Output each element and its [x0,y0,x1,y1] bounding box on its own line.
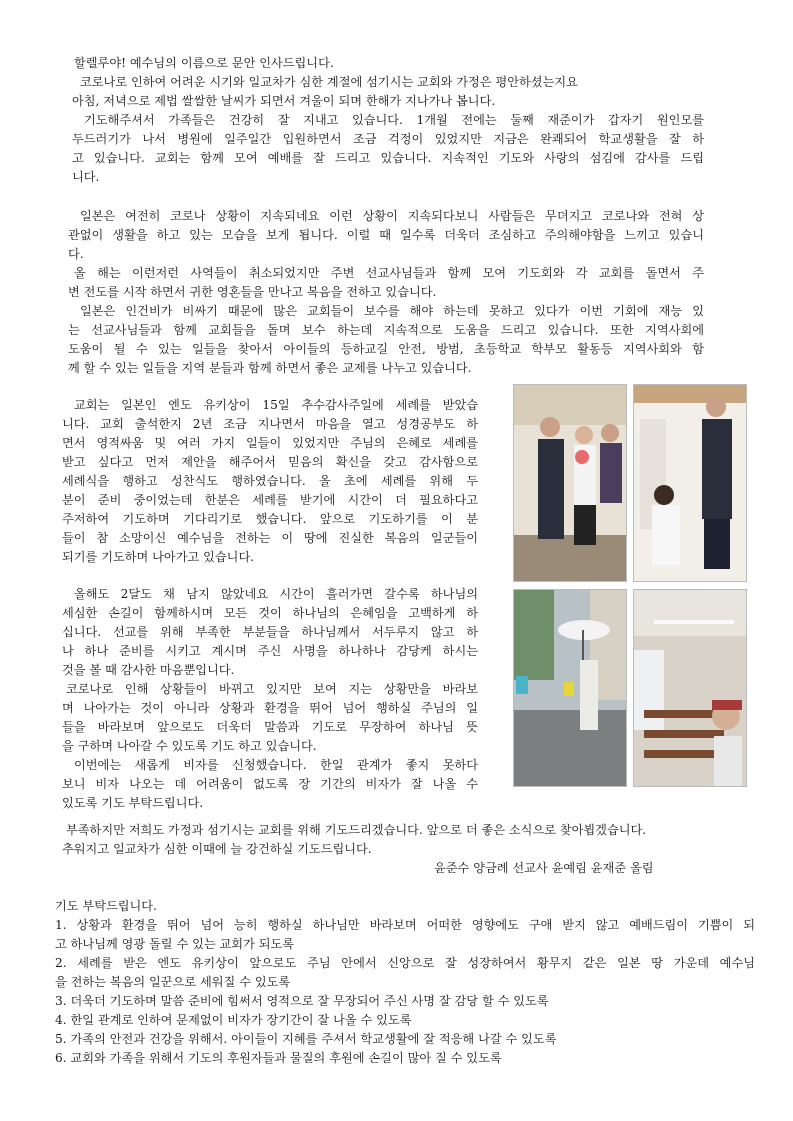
japan-line: 다. [68,247,84,261]
photo-baptism-ceremony [633,384,747,582]
japan-line: 는 선교사님들과 함께 교회들을 돌며 보수 하는데 지속적으로 도움을 드리고 있습니다. 또한 지역사회에 [68,323,704,337]
baptism-line: 면서 영적싸움 및 여러 가지 일들이 있었지만 주님의 은혜로 세례를 [62,436,478,450]
intro-line: 코로나로 인하여 어려운 시기와 일교차가 심한 계절에 섬기시는 교회와 가정은 평안하셨는지요 [80,75,578,89]
intro-line: 고 있습니다. 교회는 함께 모여 예배를 잘 드리고 있습니다. 지속적인 기도와 사랑의 섬김에 감사를 드립 [72,151,704,165]
year-line: 올해도 2달도 채 남지 않았네요 시간이 흘러가면 갈수록 하나님의 [74,587,478,601]
japan-line: 일본은 인건비가 비싸기 때문에 많은 교회들이 보수를 해야 하는데 못하고 있다가 이번 기회에 재능 있 [80,304,704,318]
signature: 윤준수 양금례 선교사 윤예림 윤재준 올림 [434,861,654,875]
intro-line: 기도해주셔서 가족들은 건강히 잘 지내고 있습니다. 1개월 전에는 둘째 재준이가 갑자기 원인모를 [84,113,704,127]
closing-line: 추워지고 일교차가 심한 이때에 늘 강건하실 기도드립니다. [62,842,372,856]
baptism-line: 받고 싶다고 먼저 제안을 해주어서 믿음의 확신을 갖고 감사함으로 [62,455,478,469]
year-line: 을 구하며 나아갈 수 있도록 기도 하고 있습니다. [62,739,317,753]
japan-line: 일본은 여전히 코로나 상황이 지속되네요 이런 상황이 지속되다보니 사람들은 무뎌지고 코로나와 전혀 상 [80,209,704,223]
prayer-item: 을 전하는 복음의 일꾼으로 세워질 수 있도록 [55,975,291,989]
year-line: 며 나아가는 것이 아니라 상황과 환경을 뛰어 넘어 행하실 주님의 일 [62,701,478,715]
baptism-line: 분이 준비 중이었는데 한분은 세례를 받기에 시간이 더 필요하다고 [62,493,478,507]
year-line: 세심한 손길이 함께하시며 모든 것이 하나님의 은혜임을 고백하게 하 [62,606,478,620]
year-line: 나 하나 준비를 시키고 계시며 주신 사명을 하나하나 감당케 하시는 [62,644,478,658]
baptism-line: 니다. 교회 출석한지 2년 조금 지나면서 마음을 열고 성경공부도 하 [62,417,478,431]
japan-line: 올 해는 이런저런 사역들이 취소되었지만 주변 선교사님들과 함께 모여 기도회와 각 교회를 돌면서 주 [74,266,704,280]
intro-line: 두드러기가 나서 병원에 일주일간 입원하면서 조금 걱정이 있었지만 지금은 완쾌되어 학교생활을 잘 하 [72,132,704,146]
year-line: 이번에는 새롭게 비자를 신청했습니다. 한일 관계가 좋지 못하다 [74,758,478,772]
year-line: 십니다. 선교를 위해 부족한 부분들을 하나님께서 서두루지 않고 하 [62,625,478,639]
japan-line: 도움이 될 수 있는 일들을 찾아서 아이들의 등하교길 안전, 방범, 초등학교 학부모 활동등 지역사회와 함 [68,342,704,356]
japan-line: 께 할 수 있는 일들을 지역 분들과 함께 하면서 좋은 교제를 나누고 있습니다. [68,361,472,375]
baptism-line: 주저하여 기도하며 기다리기로 했습니다. 앞으로 기도하기를 이 분 [62,512,478,526]
prayer-item: 4. 한일 관계로 인하여 문제없이 비자가 장기간이 잘 나올 수 있도록 [55,1013,412,1027]
baptism-line: 되기를 기도하며 나아가고 있습니다. [62,550,255,564]
baptism-line: 세례식을 행하고 성찬식도 행하였습니다. 올 초에 세례를 위해 두 [62,474,478,488]
prayer-item: 고 하나님께 영광 돌릴 수 있는 교회가 되도록 [55,937,295,951]
closing-line: 부족하지만 저희도 가정과 섬기시는 교회를 위해 기도드리겠습니다. 앞으로 더 좋은 소식으로 찾아뵙겠습니다. [66,823,647,837]
prayer-title: 기도 부탁드립니다. [55,899,157,913]
year-line: 있도록 기도 부탁드립니다. [62,796,204,810]
prayer-item: 3. 더욱더 기도하며 말씀 준비에 힘써서 영적으로 잘 무장되어 주신 사명 잘 감당 할 수 있도록 [55,994,549,1008]
japan-line: 변 전도를 시작 하면서 귀한 영혼들을 만나고 복음을 전하고 있습니다. [68,285,437,299]
intro-line: 아침, 저녁으로 제법 쌀쌀한 날씨가 되면서 겨울이 되며 한해가 지나가나 봅니다. [72,94,496,108]
prayer-item: 2. 세례를 받은 엔도 유키상이 앞으로도 주님 안에서 신앙으로 잘 성장하여서 황무지 같은 일본 땅 가운데 예수님 [55,956,755,970]
photo-church-repair [633,589,747,787]
japan-line: 관없이 생활을 하고 있는 모습을 보게 됩니다. 이럴 때 일수록 더욱더 조심하고 주의해야함을 느끼고 있습니 [68,228,704,242]
prayer-item: 6. 교회와 가족을 위해서 기도의 후원자들과 물질의 후원에 손길이 많아 질 수 있도록 [55,1051,502,1065]
baptism-line: 들이 참 소망이신 예수님을 전하는 이 땅에 진실한 복음의 일군들이 [62,531,478,545]
baptism-line: 교회는 일본인 엔도 유키상이 15일 추수감사주일에 세례를 받았습 [74,398,478,412]
prayer-item: 1. 상황과 환경을 뛰어 넘어 능히 행하실 하나님만 바라보며 어떠한 영향에도 구애 받지 않고 예배드림이 기쁨이 되 [55,918,755,932]
year-line: 코로나로 인해 상황들이 바뀌고 있지만 보여 지는 상황만을 바라보 [66,682,478,696]
photo-street-patrol [513,589,627,787]
intro-line: 니다. [72,170,100,184]
greeting: 할렐루야! 예수님의 이름으로 문안 인사드립니다. [74,56,334,70]
year-line: 보니 비자 나오는 데 어려움이 없도록 장 기간의 비자가 잘 나올 수 [62,777,478,791]
year-line: 들을 바라보며 앞으로도 더욱더 말씀과 기도로 무장하여 하나님 뜻 [62,720,478,734]
photo-baptism-group [513,384,627,582]
prayer-item: 5. 가족의 안전과 건강을 위해서. 아이들이 지혜를 주셔서 학교생활에 잘 적응해 나갈 수 있도록 [55,1032,557,1046]
year-line: 것을 볼 때 감사한 마음뿐입니다. [62,663,235,677]
